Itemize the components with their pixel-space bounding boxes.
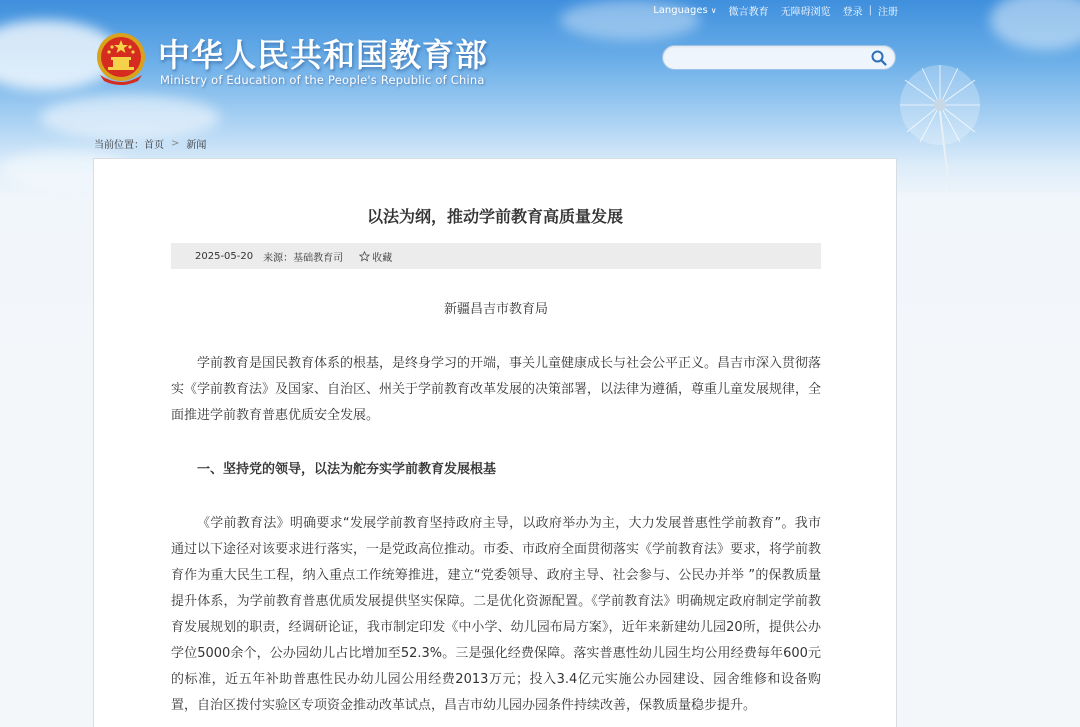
publish-date: 2025-05-20	[195, 250, 254, 262]
login-link[interactable]: 登录	[842, 7, 863, 18]
weibo-link[interactable]: 微言教育	[728, 7, 769, 18]
register-link[interactable]: 注册	[878, 7, 898, 18]
breadcrumb-label: 当前位置：	[94, 140, 144, 151]
site-title[interactable]: 中华人民共和国教育部	[158, 36, 489, 74]
breadcrumb-home-link[interactable]: 首页	[144, 140, 164, 151]
article-paragraph: 《学前教育法》明确要求“发展学前教育坚持政府主导，以政府举办为主，大力发展普惠性学前教育”。我市通过以下途径对该要求进行落实，一是党政高位推动。市委、市政府全面贯彻落实《学前教育法》要求，将学前教育作为重大民生工程，纳入重点工作统筹推进，建立“党委领导、政府主导、社会参与、公民办并举 ”的保教质量提升体系，为学前教育普惠优质发展提供坚实保障。二是优化资源配置。《学前教育法》明确规定政府制定学前教育发展规划的职责，经调研论证，我市制定印发《中小学、幼儿园布局方案》，近年来新建幼儿园20所，提供公办学位5000余个，公办园幼儿占比增加至52.3%。三是强化经费保障。落实普惠性幼儿园生均公用经费每年600元的标准，近五年补助普惠性民办幼儿园公用经费2013万元；投入3.4亿元实施公办园建设、园舍维修和设备购置，自治区拨付实验区专项资金推动改革试点，昌吉市幼儿园办园条件持续改善，保教质量稳步提升。	[171, 516, 822, 713]
chevron-down-icon: ∨	[710, 6, 717, 15]
chevron-right-icon: >	[171, 138, 180, 149]
cloud-decoration	[40, 95, 220, 140]
cloud-decoration	[990, 0, 1080, 50]
section-heading: 一、坚持党的领导，以法为舵夯实学前教育发展根基	[197, 462, 497, 477]
article-meta-bar	[171, 243, 821, 269]
search-input[interactable]	[675, 46, 875, 69]
site-subtitle: Ministry of Education of the People's Republic of China	[160, 73, 485, 87]
breadcrumb-current[interactable]: 新闻	[186, 140, 207, 151]
languages-label: Languages	[653, 5, 708, 16]
favorite-button[interactable]	[359, 249, 392, 264]
top-utility-bar	[653, 3, 898, 18]
article-title: 以法为纲，推动学前教育高质量发展	[366, 207, 623, 226]
favorite-label: 收藏	[372, 252, 393, 264]
article-source: 来源：基础教育司	[263, 252, 344, 264]
breadcrumb	[94, 136, 206, 151]
search-box	[662, 45, 896, 70]
article-paragraph: 学前教育是国民教育体系的根基，是终身学习的开端，事关儿童健康成长与社会公平正义。昌吉市深入贯彻落实《学前教育法》及国家、自治区、州关于学前教育改革发展的决策部署，以法律为遵循，尊重儿童发展规律，全面推进学前教育普惠优质安全发展。	[171, 356, 822, 423]
accessible-browse-link[interactable]: 无障碍浏览	[780, 7, 831, 18]
dandelion-decoration	[880, 60, 1000, 190]
divider: |	[868, 5, 872, 16]
languages-dropdown[interactable]	[653, 5, 716, 16]
article-body	[171, 297, 821, 719]
star-icon	[359, 251, 370, 262]
article-container	[93, 158, 897, 727]
article-org: 新疆昌吉市教育局	[443, 302, 548, 317]
national-emblem-icon	[94, 31, 148, 87]
